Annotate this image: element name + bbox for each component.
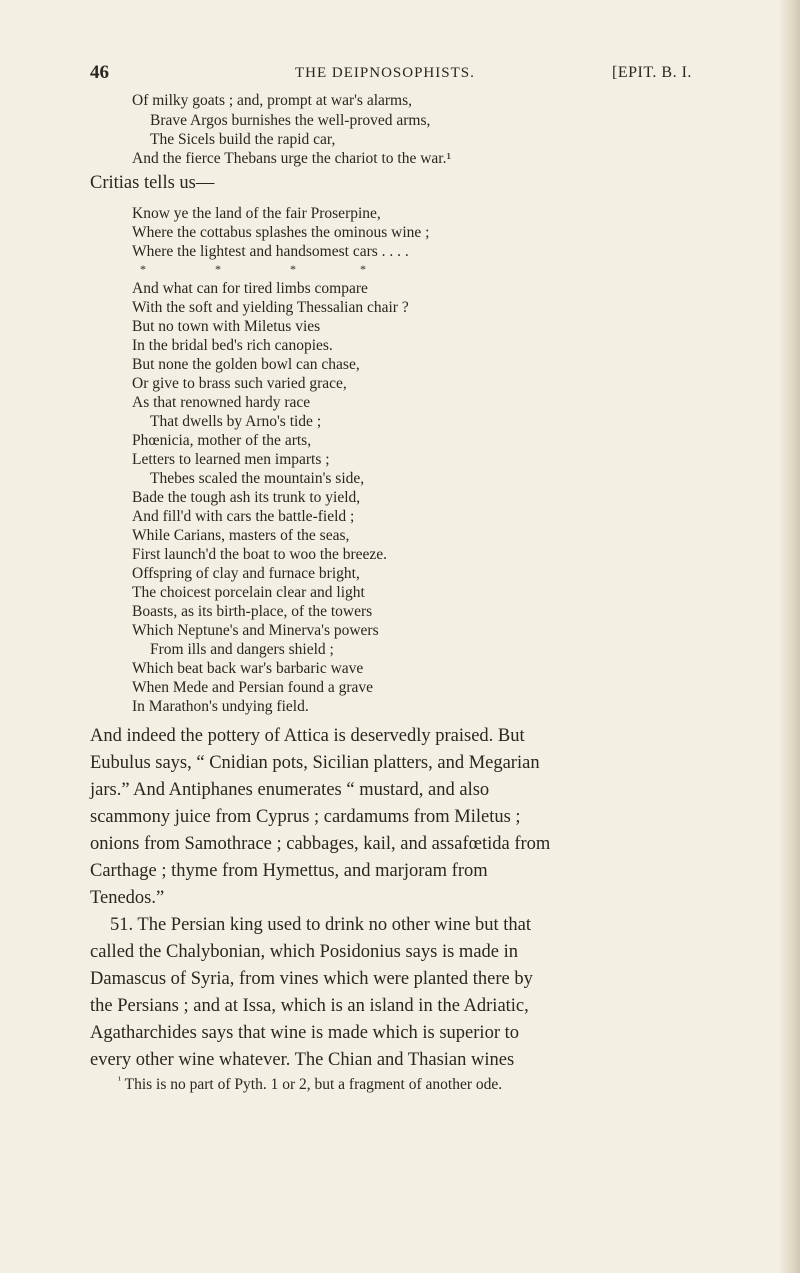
verse-line: Where the lightest and handsomest cars . . . .: [132, 243, 409, 260]
verse-line: Brave Argos burnishes the well-proved arms,: [150, 112, 431, 129]
critias-intro: Critias tells us—: [90, 173, 215, 193]
verse-line: Which Neptune's and Minerva's powers: [132, 622, 379, 639]
verse-line: With the soft and yielding Thessalian chair ?: [132, 299, 409, 316]
verse-line: Bade the tough ash its trunk to yield,: [132, 489, 361, 506]
page-header: [0, 62, 800, 86]
prose-line: And indeed the pottery of Attica is deservedly praised. But: [90, 726, 525, 746]
verse-line: Boasts, as its birth-place, of the towers: [132, 603, 373, 620]
prose-line: Agatharchides says that wine is made which is superior to: [90, 1023, 519, 1043]
verse-line: But none the golden bowl can chase,: [132, 356, 360, 373]
verse-line: When Mede and Persian found a grave: [132, 679, 374, 696]
verse-line: As that renowned hardy race: [132, 394, 311, 411]
verse-line: In Marathon's undying field.: [132, 698, 309, 715]
verse-line: The Sicels build the rapid car,: [150, 131, 336, 148]
verse-line: Phœnicia, mother of the arts,: [132, 432, 312, 449]
asterisk: *: [140, 262, 146, 276]
asterisk: *: [215, 262, 221, 276]
prose-line: 51. The Persian king used to drink no other wine but that: [110, 915, 531, 935]
verse-line: In the bridal bed's rich canopies.: [132, 337, 333, 354]
section-reference: [EPIT. B. I.: [612, 64, 692, 81]
ellipsis-asterisks: [0, 262, 800, 280]
page-edge-shadow: [778, 0, 800, 1273]
verse-line: And what can for tired limbs compare: [132, 280, 368, 297]
verse-line: From ills and dangers shield ;: [150, 641, 334, 658]
verse-line: And fill'd with cars the battle-field ;: [132, 508, 355, 525]
prose-line: called the Chalybonian, which Posidonius says is made in: [90, 942, 519, 962]
prose-line: Tenedos.”: [90, 888, 165, 908]
verse-line: Which beat back war's barbaric wave: [132, 660, 364, 677]
running-title: THE DEIPNOSOPHISTS.: [295, 65, 475, 81]
prose-line: onions from Samothrace ; cabbages, kail, and assafœtida from: [90, 834, 551, 854]
verse-line: Offspring of clay and furnace bright,: [132, 565, 360, 582]
prose-line: Damascus of Syria, from vines which were planted there by: [90, 969, 533, 989]
verse-line: That dwells by Arno's tide ;: [150, 413, 322, 430]
verse-line: Letters to learned men imparts ;: [132, 451, 330, 468]
verse-line: Know ye the land of the fair Proserpine,: [132, 205, 381, 222]
footnote: [118, 1075, 502, 1094]
footnote-marker: ¹: [118, 1075, 121, 1086]
page-number: 46: [90, 62, 109, 83]
asterisk: *: [360, 262, 366, 276]
prose-line: Eubulus says, “ Cnidian pots, Sicilian platters, and Megarian: [90, 753, 540, 773]
footnote-text: This is no part of Pyth. 1 or 2, but a fragment of another ode.: [124, 1076, 503, 1094]
prose-line: every other wine whatever. The Chian and Thasian wines: [90, 1050, 515, 1070]
verse-line: Of milky goats ; and, prompt at war's alarms,: [132, 92, 413, 109]
verse-line: Thebes scaled the mountain's side,: [150, 470, 365, 487]
prose-line: scammony juice from Cyprus ; cardamums from Miletus ;: [90, 807, 521, 827]
verse-line: Or give to brass such varied grace,: [132, 375, 347, 392]
prose-line: jars.” And Antiphanes enumerates “ mustard, and also: [90, 780, 490, 800]
verse-line: While Carians, masters of the seas,: [132, 527, 350, 544]
asterisk: *: [290, 262, 296, 276]
prose-line: the Persians ; and at Issa, which is an island in the Adriatic,: [90, 996, 529, 1016]
verse-line: But no town with Miletus vies: [132, 318, 321, 335]
prose-line: Carthage ; thyme from Hymettus, and marjoram from: [90, 861, 488, 881]
verse-line: First launch'd the boat to woo the breeze.: [132, 546, 388, 563]
verse-line: The choicest porcelain clear and light: [132, 584, 365, 601]
verse-line: And the fierce Thebans urge the chariot to the war.¹: [132, 150, 452, 167]
verse-line: Where the cottabus splashes the ominous wine ;: [132, 224, 430, 241]
